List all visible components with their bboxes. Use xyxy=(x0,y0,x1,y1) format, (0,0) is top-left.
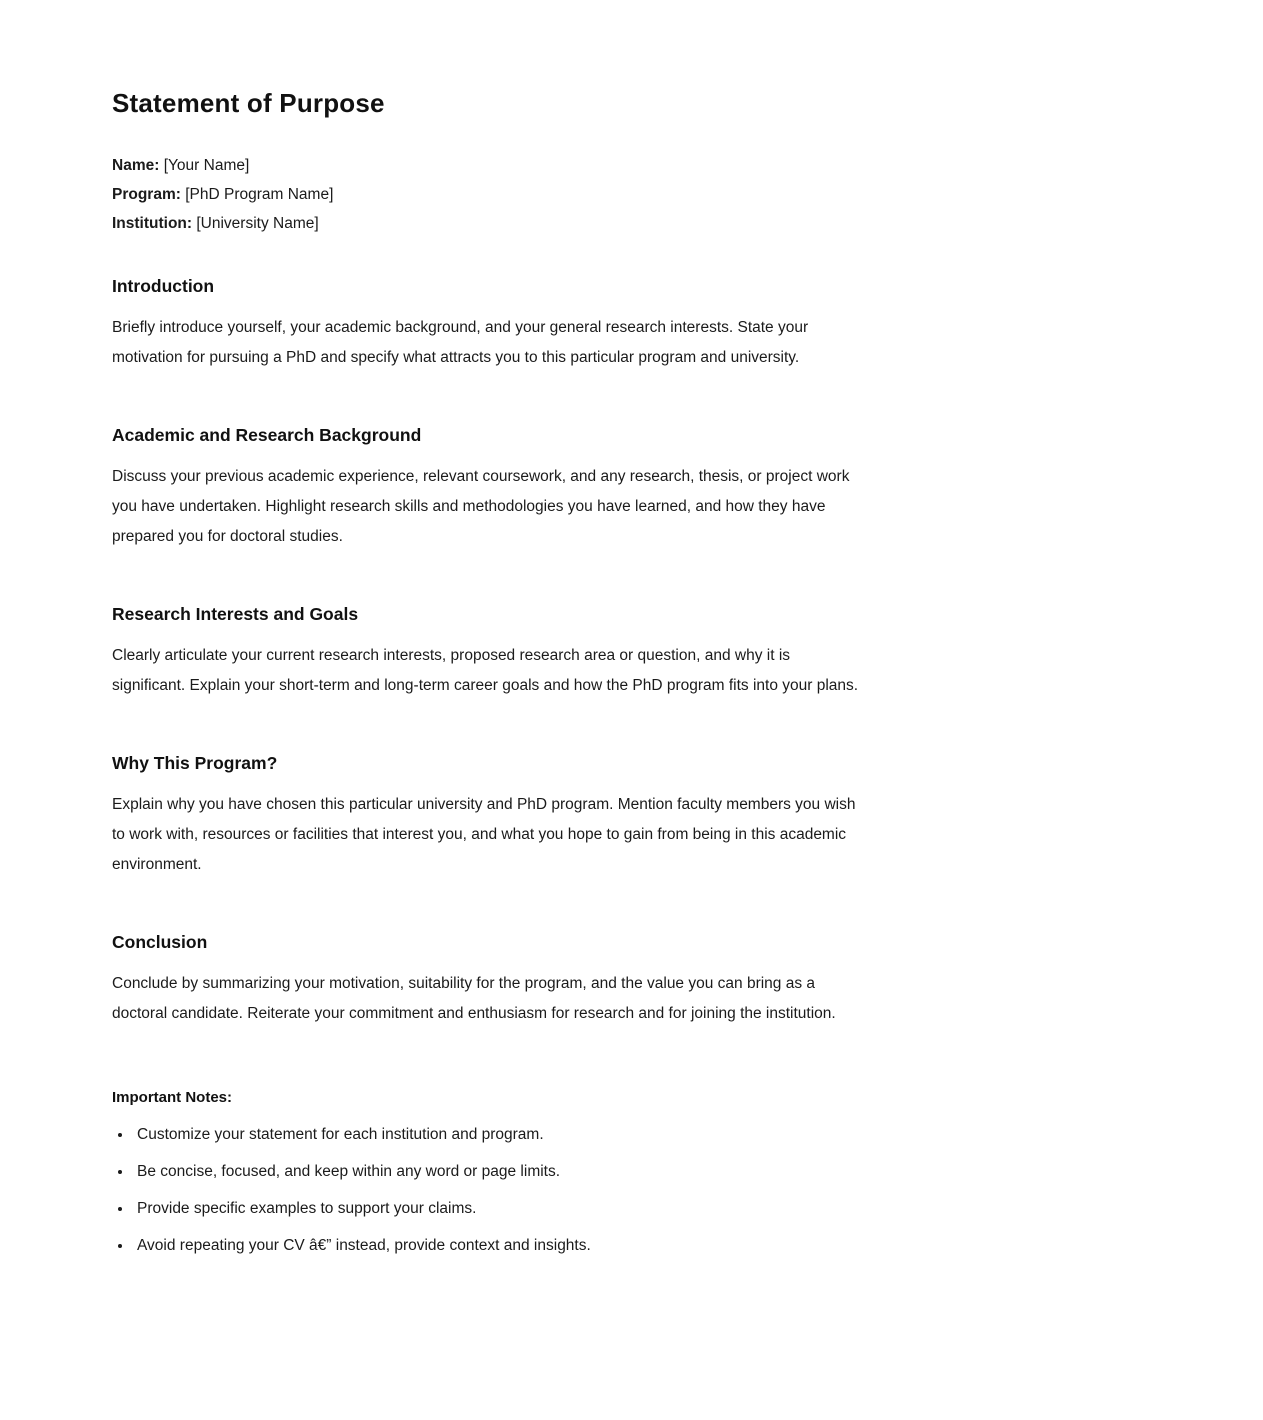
section-research-interests xyxy=(112,604,860,701)
section-why-this-program xyxy=(112,753,860,880)
section-heading: Research Interests and Goals xyxy=(112,604,359,624)
meta-value-program: [PhD Program Name] xyxy=(180,186,334,203)
section-heading: Introduction xyxy=(112,276,215,296)
meta-value-institution: [University Name] xyxy=(192,215,319,232)
meta-label-institution: Institution: xyxy=(112,215,193,232)
note-item: • Provide specific examples to support your claims. xyxy=(133,1198,860,1220)
meta-block xyxy=(112,151,860,238)
section-heading: Conclusion xyxy=(112,932,208,952)
important-notes-list xyxy=(112,1124,860,1257)
section-heading: Why This Program? xyxy=(112,753,278,773)
meta-line-name xyxy=(112,151,860,180)
section-body: Briefly introduce yourself, your academic background, and your general research interests. State your motivation for pursuing a PhD and specify what attracts you to this particular program and university. xyxy=(112,319,809,366)
document-content xyxy=(112,88,860,1272)
section-body: Conclude by summarizing your motivation, suitability for the program, and the value you can bring as a doctoral candidate. Reiterate your commitment and enthusiasm for research and for joining the institution. xyxy=(112,975,836,1022)
note-item: • Customize your statement for each institution and program. xyxy=(133,1124,860,1146)
section-conclusion xyxy=(112,932,860,1029)
section-body: Discuss your previous academic experience, relevant coursework, and any research, thesis, or project work you have undertaken. Highlight research skills and methodologies you have learned, and how they have prepared you for doctoral studies. xyxy=(112,468,850,545)
important-notes-heading: Important Notes: xyxy=(112,1089,232,1106)
meta-label-program: Program: xyxy=(112,186,181,203)
note-item: • Be concise, focused, and keep within any word or page limits. xyxy=(133,1161,860,1183)
note-item: • Avoid repeating your CV â€” instead, provide context and insights. xyxy=(133,1235,860,1257)
section-academic-background xyxy=(112,425,860,552)
section-body: Explain why you have chosen this particular university and PhD program. Mention faculty members you wish to work with, resources or facilities that interest you, and what you hope to gain from being in this academic environment. xyxy=(112,796,856,873)
meta-line-institution xyxy=(112,209,860,238)
page-title: Statement of Purpose xyxy=(112,88,385,118)
section-body: Clearly articulate your current research interests, proposed research area or question, and why it is significant. Explain your short-term and long-term career goals and how the PhD program fits into your plans. xyxy=(112,647,859,694)
section-heading: Academic and Research Background xyxy=(112,425,422,445)
section-introduction xyxy=(112,276,860,373)
meta-line-program xyxy=(112,180,860,209)
meta-value-name: [Your Name] xyxy=(159,157,250,174)
meta-label-name: Name: xyxy=(112,157,160,174)
